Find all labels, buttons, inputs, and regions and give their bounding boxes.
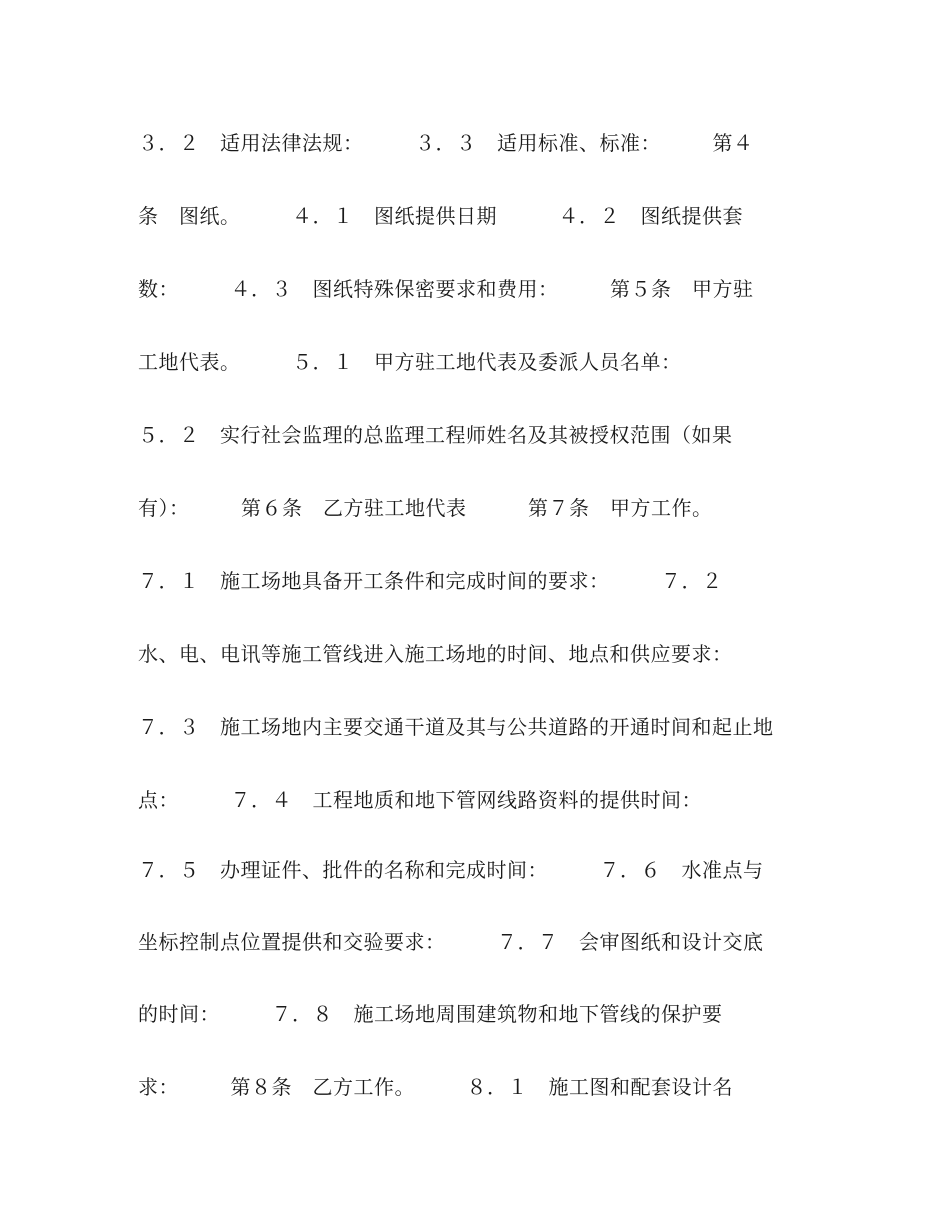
text-line-13: 的时间： ７．８ 施工场地周围建筑物和地下管线的保护要 bbox=[138, 1002, 723, 1026]
text-line-2: 条 图纸。 ４．１ 图纸提供日期 ４．２ 图纸提供套 bbox=[138, 204, 743, 228]
text-line-12: 坐标控制点位置提供和交验要求： ７．７ 会审图纸和设计交底 bbox=[138, 930, 764, 954]
text-line-4: 工地代表。 ５．１ 甲方驻工地代表及委派人员名单： bbox=[138, 350, 682, 374]
text-line-8: 水、电、电讯等施工管线进入施工场地的时间、地点和供应要求： bbox=[138, 642, 733, 666]
text-line-6: 有）： 第６条 乙方驻工地代表 第７条 甲方工作。 bbox=[138, 496, 713, 520]
text-line-5: ５．２ 实行社会监理的总监理工程师姓名及其被授权范围（如果 bbox=[138, 423, 733, 447]
text-line-1: ３．２ 适用法律法规： ３．３ 适用标准、标准： 第４ bbox=[138, 131, 754, 155]
text-line-10: 点： ７．４ 工程地质和地下管网线路资料的提供时间： bbox=[138, 788, 702, 812]
text-line-9: ７．３ 施工场地内主要交通干道及其与公共道路的开通时间和起止地 bbox=[138, 715, 774, 739]
text-line-7: ７．１ 施工场地具备开工条件和完成时间的要求： ７．２ bbox=[138, 569, 723, 593]
text-line-14: 求： 第８条 乙方工作。 ８．１ 施工图和配套设计名 bbox=[138, 1075, 733, 1099]
text-line-11: ７．５ 办理证件、批件的名称和完成时间： ７．６ 水准点与 bbox=[138, 858, 764, 882]
text-line-3: 数： ４．３ 图纸特殊保密要求和费用： 第５条 甲方驻 bbox=[138, 277, 754, 301]
